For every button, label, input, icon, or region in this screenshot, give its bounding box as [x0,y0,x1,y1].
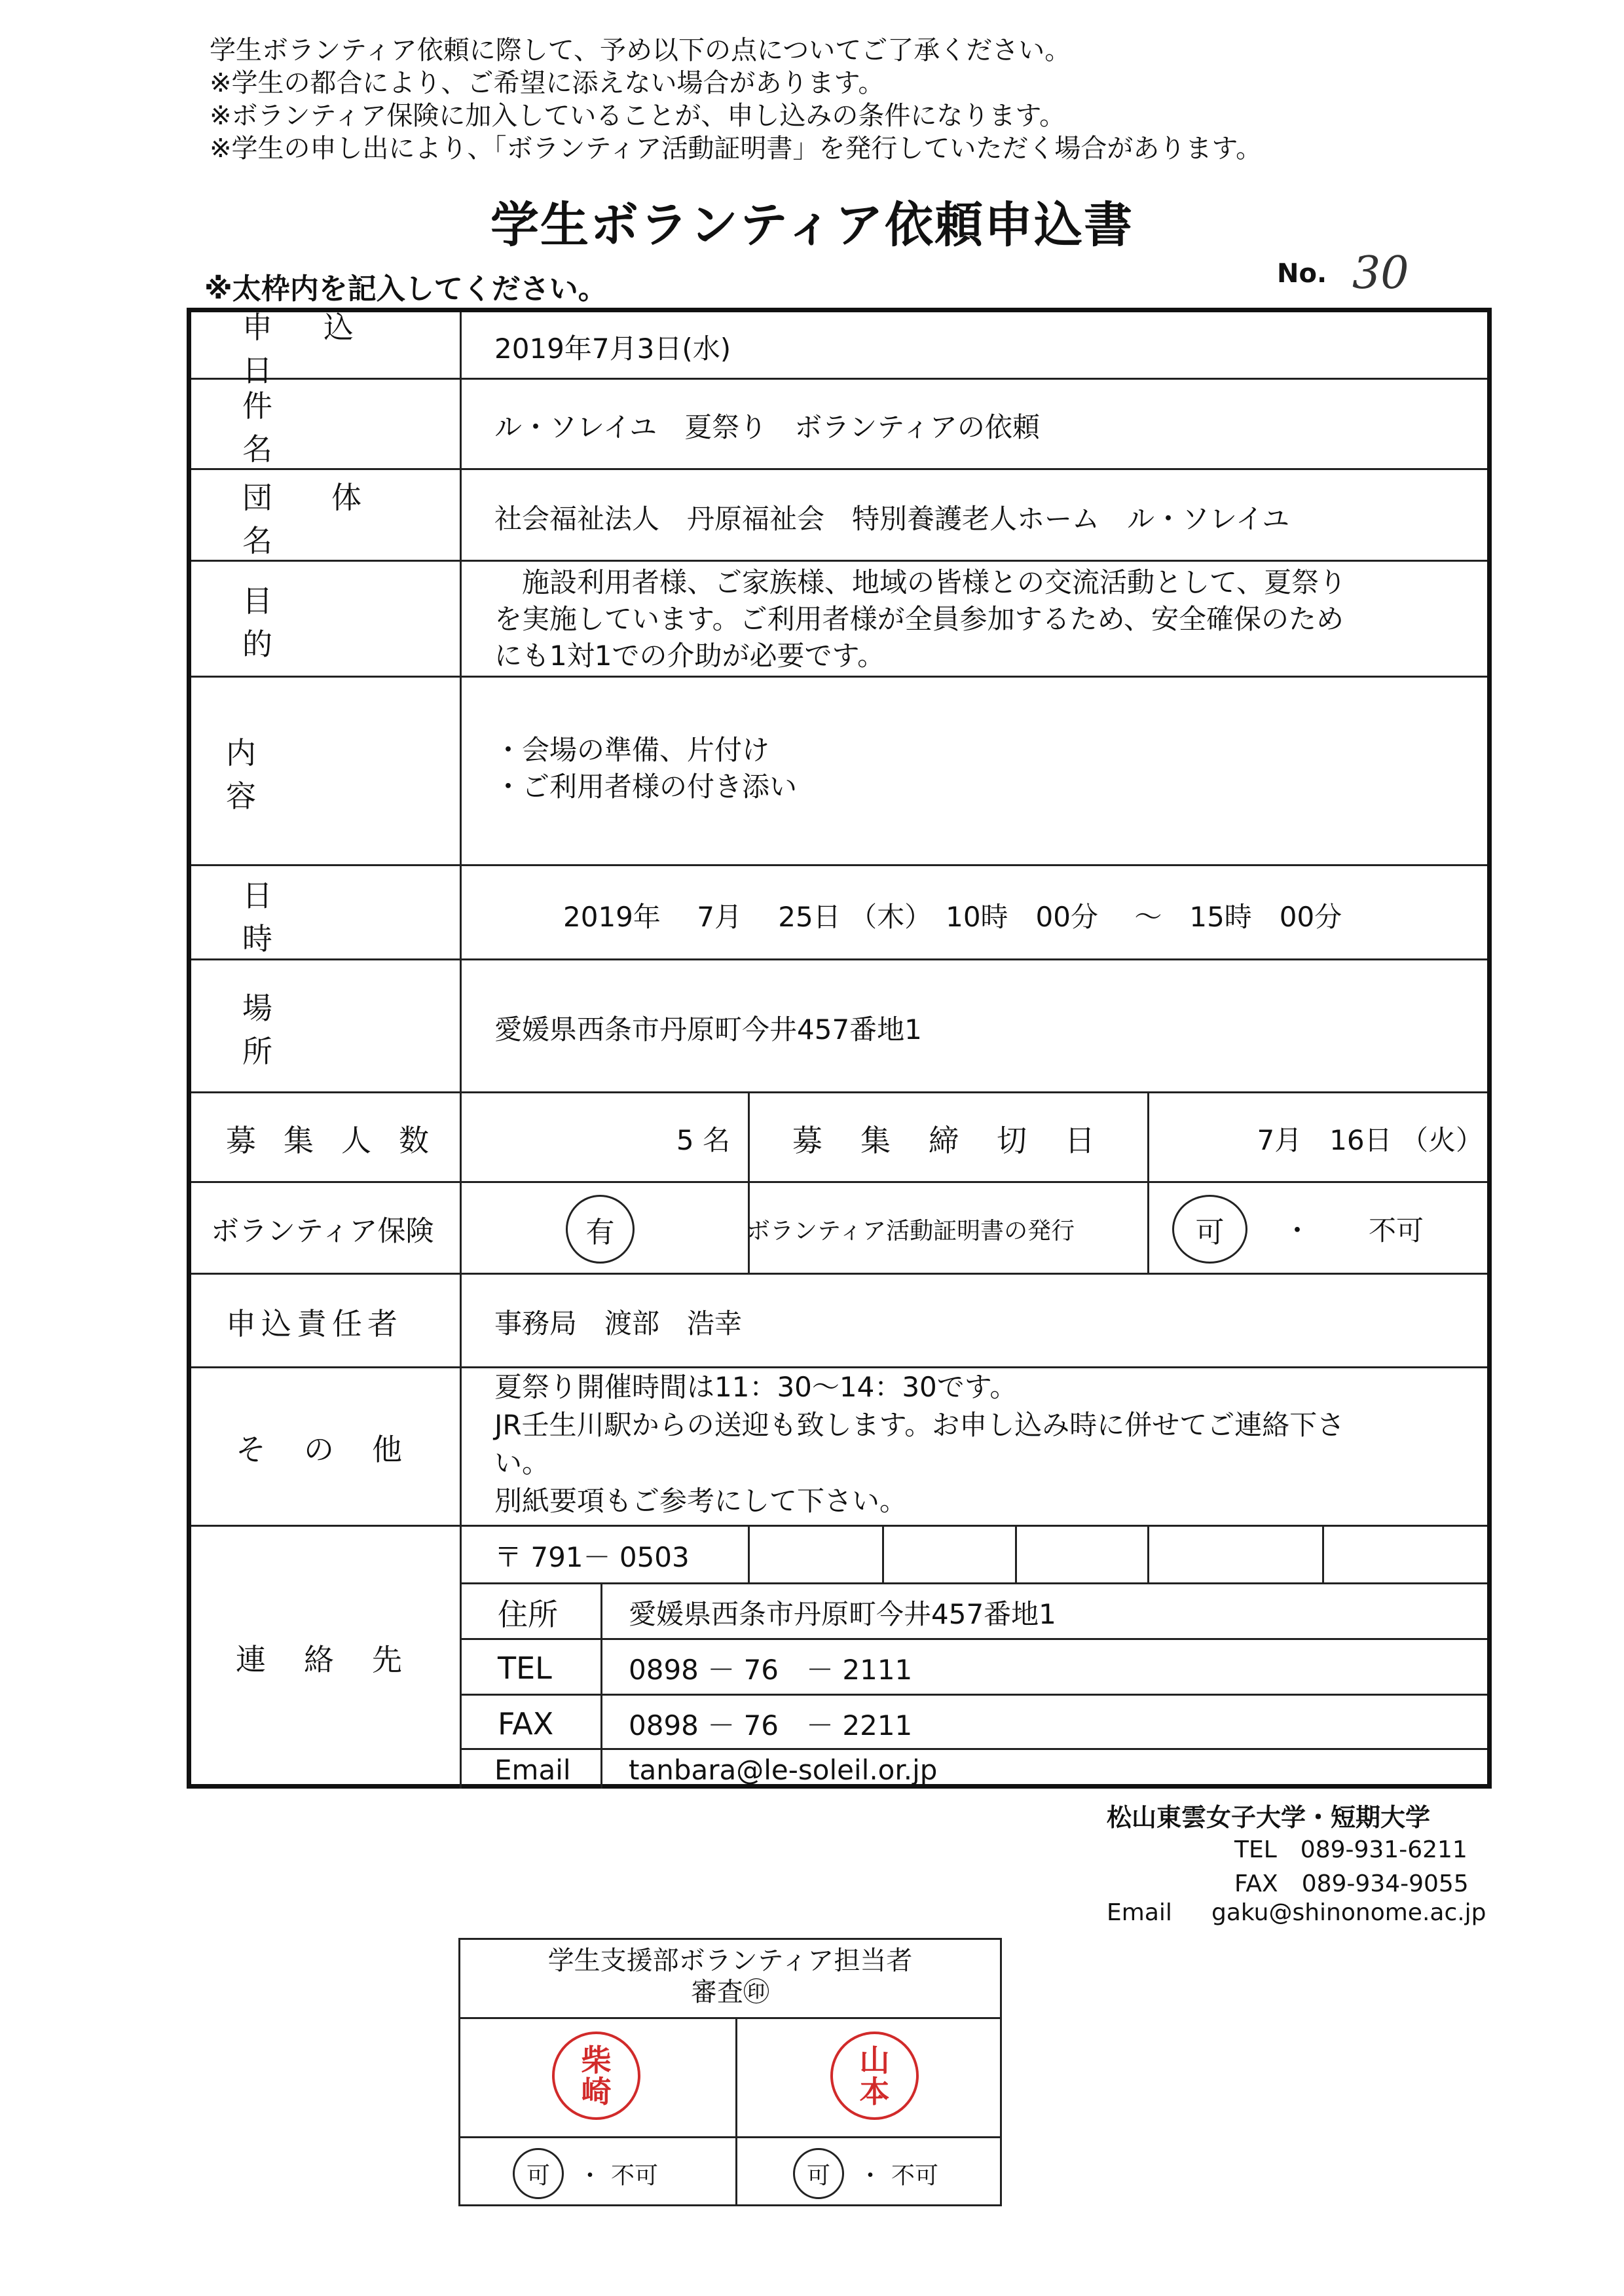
value-fax: 0898 － 76 － 2211 [629,1709,913,1741]
value-deadline: 7月 16日 （火） [1257,1123,1483,1156]
note-line: 学生ボランティア依頼に際して、予め以下の点についてご了承ください。 [210,35,1071,65]
seal-char: 柴 [581,2042,612,2078]
label-manager [226,1275,462,1368]
seal-char: 本 [859,2073,890,2109]
number-value: 30 [1352,247,1409,299]
label-certificate [747,1183,1139,1275]
footer-university: 松山東雲女子大学・短期大学 [1107,1803,1431,1832]
staff-review-subtitle: 審査㊞ [691,1977,769,2007]
value-manager: 事務局 渡部 浩幸 [494,1307,743,1339]
label-deadline [792,1093,1133,1183]
certificate-no: 不可 [1369,1214,1424,1247]
seal-char: 崎 [581,2073,612,2109]
label-text: TEL [498,1650,552,1686]
label-text: 募集人数 [226,1122,456,1158]
value-tel: 0898 － 76 － 2111 [629,1653,913,1686]
other-line: 別紙要項もご参考にして下さい。 [494,1485,908,1517]
value-content [494,732,797,805]
value-subject: ル・ソレイユ 夏祭り ボランティアの依頼 [494,411,1040,443]
reviewer-1-reject: 不可 [611,2162,659,2189]
label-fax [498,1696,596,1751]
other-line: い。 [494,1447,550,1479]
reviewer-2-separator: ・ [858,2162,883,2189]
reviewer-seal-1 [552,2032,640,2120]
staff-review-title: 学生支援部ボランティア担当者 [547,1946,913,1976]
label-text: 申込責任者 [226,1305,403,1341]
value-postal-code: 〒 791－ 0503 [494,1541,690,1573]
value-email: tanbara@le-soleil.or.jp [629,1753,938,1786]
label-contact [236,1527,471,1789]
footer-tel: TEL 089-931-6211 [1234,1836,1467,1863]
value-purpose [494,564,1346,674]
note-line: ※ボランティア保険に加入していることが、申し込みの条件になります。 [210,101,1066,131]
value-place: 愛媛県西条市丹原町今井457番地1 [494,1013,922,1046]
value-other [494,1368,1344,1520]
label-text: その他 [236,1432,440,1467]
reviewer-seal-2 [830,2032,919,2120]
footer-email: gaku@shinonome.ac.jp [1211,1899,1486,1926]
label-text: 連絡先 [236,1642,440,1677]
staff-review-box [458,1938,1002,2206]
footer-fax: FAX 089-934-9055 [1234,1870,1469,1897]
label-content [226,678,435,867]
purpose-line: 施設利用者様、ご家族様、地域の皆様との交流活動として、夏祭り [494,566,1347,598]
certificate-yes-circled: 可 [1172,1195,1247,1264]
label-tel [498,1640,596,1696]
seal-char: 山 [859,2042,890,2078]
label-organization [242,471,452,563]
footer-email-label: Email [1107,1899,1172,1926]
label-text: ボランティア活動証明書の発行 [747,1217,1075,1245]
label-text: 住所 [498,1596,558,1632]
number-label: No. [1277,259,1327,289]
label-text: 募集締切日 [792,1122,1133,1158]
label-place [242,962,452,1093]
label-application-date [242,310,439,388]
value-datetime: 2019年 7月 25日 （木） 10時 00分 ～ 15時 00分 [563,900,1342,933]
label-text: 件名 [242,388,403,467]
label-insurance [211,1183,460,1275]
certificate-separator: ・ [1283,1214,1312,1247]
label-subject [242,380,452,471]
label-email [494,1750,599,1789]
label-text: 申込日 [242,310,405,388]
reviewer-1-separator: ・ [578,2162,602,2189]
label-text: ボランティア保険 [211,1214,434,1248]
content-line: ・会場の準備、片付け [494,734,770,766]
reviewer-2-reject: 不可 [891,2162,939,2189]
purpose-line: を実施しています。ご利用者様が全員参加するため、安全確保のため [494,603,1344,635]
insurance-yes-circled: 有 [566,1195,635,1264]
label-other [236,1368,471,1527]
instruction: ※太枠内を記入してください。 [204,272,607,306]
label-text: 日時 [242,877,403,957]
page-title: 学生ボランティア依頼申込書 [490,197,1134,253]
reviewer-2-approved-circled: 可 [793,2148,844,2199]
note-line: ※学生の申し出により、「ボランティア活動証明書」を発行していただく場合があります。 [210,134,1263,164]
other-line: JR壬生川駅からの送迎も致します。お申し込み時に併せてご連絡下さ [494,1409,1345,1441]
other-line: 夏祭り開催時間は11：30～14：30です。 [494,1371,1018,1403]
label-text: 場所 [242,991,403,1069]
content-line: ・ご利用者様の付き添い [494,771,798,803]
label-purpose [242,563,452,678]
header-notes [210,34,1262,165]
staff-review-header [460,1945,1000,2008]
purpose-line: にも1対1での介助が必要です。 [494,640,885,672]
value-application-date: 2019年7月3日(水) [494,333,731,365]
label-text: 内容 [226,735,400,814]
value-address: 愛媛県西条市丹原町今井457番地1 [629,1597,1056,1630]
label-text: 目的 [242,583,403,662]
label-datetime [242,867,452,962]
reviewer-1-approved-circled: 可 [513,2148,564,2199]
label-recruit-count [226,1093,462,1183]
note-line: ※学生の都合により、ご希望に添えない場合があります。 [210,68,885,98]
label-text: 団体名 [242,480,420,558]
value-organization: 社会福祉法人 丹原福祉会 特別養護老人ホーム ル・ソレイユ [494,503,1290,535]
label-address [498,1584,596,1640]
label-text: FAX [498,1705,554,1741]
value-recruit-count: 5 名 [676,1123,730,1156]
label-text: Email [494,1753,571,1786]
